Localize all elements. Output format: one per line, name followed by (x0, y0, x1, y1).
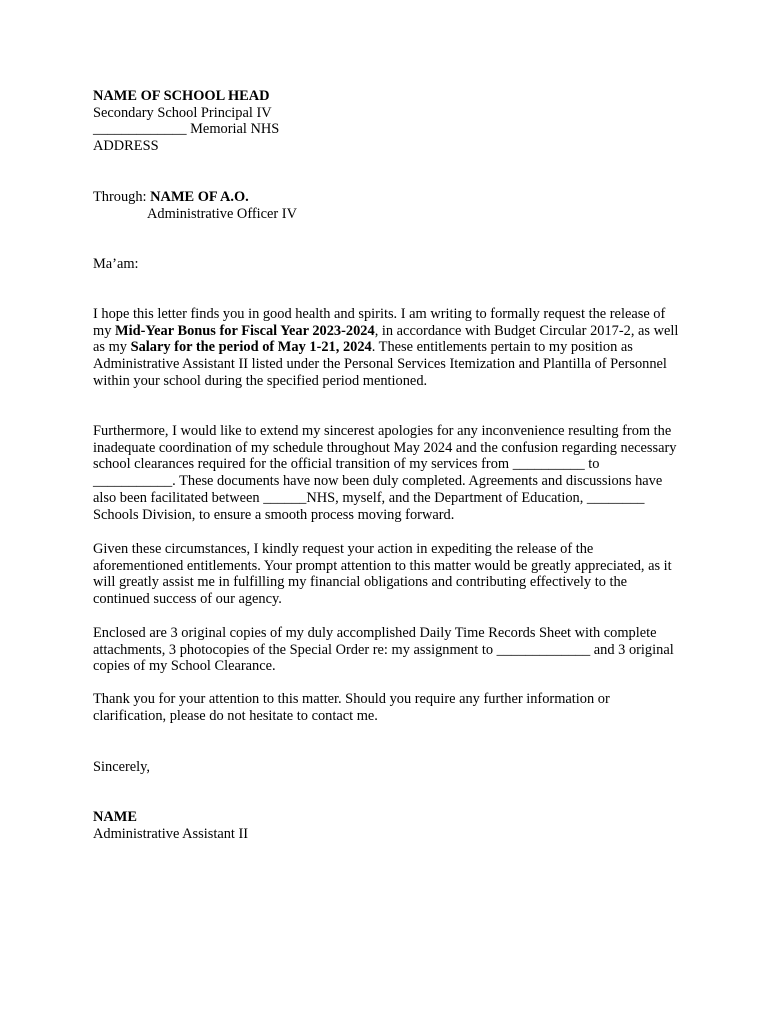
signature-position: Administrative Assistant II (93, 825, 249, 842)
body-paragraph-2: Furthermore, I would like to extend my sincerest apologies for any inconvenience resulting from the inadequate coordination of my schedule throughout May 2024 and the confusion regarding necessary school clearances required for the official transition of my services from __________ to ___________. These documents have now been duly completed. Agreements and discussions have also been facilitated between ______NHS, myself, and the Department of Education, ________ Schools Division, to ensure a smooth process moving forward. (93, 423, 677, 523)
recipient-position: Secondary School Principal IV (93, 104, 272, 121)
salutation: Ma’am: (93, 256, 139, 272)
recipient-block (93, 88, 683, 155)
recipient-address: ADDRESS (93, 138, 159, 155)
body-paragraph-5: Thank you for your attention to this matter. Should you require any further information or clarification, please do not hesitate to contact me. (93, 691, 610, 724)
through-name: NAME OF A.O. (150, 189, 249, 205)
body-paragraph-4: Enclosed are 3 original copies of my duly accomplished Daily Time Records Sheet with complete attachments, 3 photocopies of the Special Order re: my assignment to _____________ and 3 original copies of my School Clearance. (93, 625, 674, 675)
body-paragraph-1: I hope this letter finds you in good health and spirits. I am writing to formally request the release of my Mid-Year Bonus for Fiscal Year 2023-2024, in accordance with Budget Circular 2017-2, as well as my Salary for the period of May 1-21, 2024. These entitlements pertain to my position as Administrative Assistant II listed under the Personal Services Itemization and Plantilla of Personnel within your school during the specified period mentioned. (93, 306, 679, 389)
signature-name: NAME (93, 809, 137, 825)
signature-block (93, 809, 683, 842)
recipient-school: _____________ Memorial NHS (93, 121, 280, 138)
through-label: Through: (93, 189, 151, 205)
through-block (93, 189, 683, 222)
closing: Sincerely, (93, 759, 151, 775)
through-line (93, 189, 683, 206)
through-position: Administrative Officer IV (147, 205, 297, 222)
body-paragraph-3: Given these circumstances, I kindly request your action in expediting the release of the aforementioned entitlements. Your prompt attention to this matter would be greatly appreciated, as it will greatly assist me in fulfilling my financial obligations and contributing effectively to the continued success of our agency. (93, 541, 672, 608)
recipient-name: NAME OF SCHOOL HEAD (93, 88, 270, 104)
